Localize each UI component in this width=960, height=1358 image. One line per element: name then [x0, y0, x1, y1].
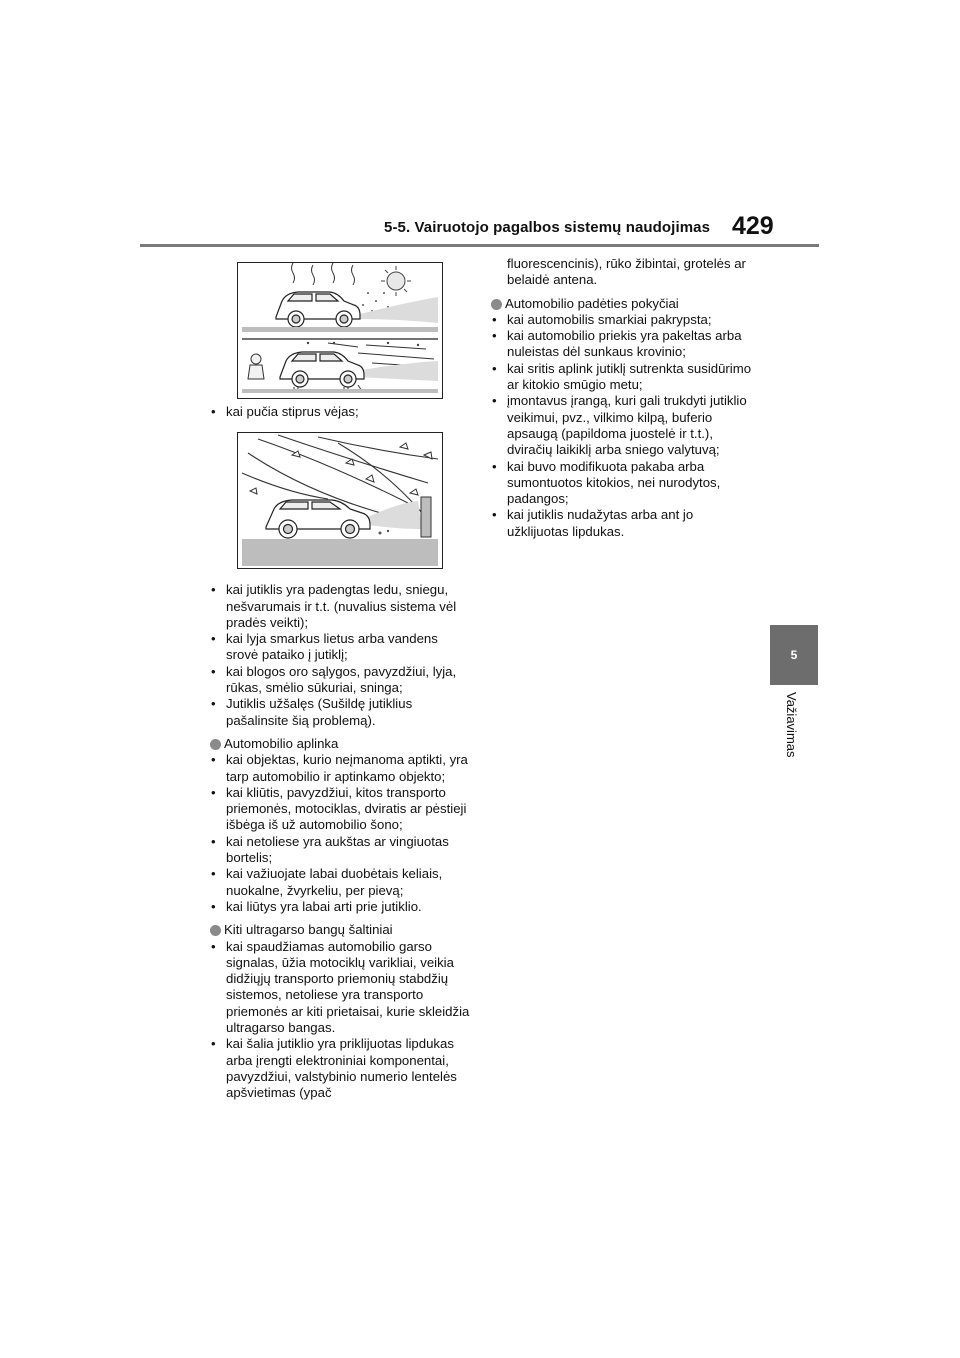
chapter-tab [770, 625, 818, 685]
chapter-name: Važiavimas [784, 692, 799, 758]
list-item: • kai blogos oro sąlygos, pavyzdžiui, lyja, rūkas, smėlio sūkuriai, sninga; [211, 663, 457, 696]
section-title: 5-5. Vairuotojo pagalbos sistemų naudojimas [384, 219, 711, 236]
list-item: • kai objektas, kurio neįmanoma aptikti, yra tarp automobilio ir aptinkamo objekto; [211, 752, 468, 784]
car-weather-icon [238, 263, 442, 398]
list-item: • kai liūtys yra labai arti prie jutiklio. [211, 898, 422, 914]
list-item: • kai kliūtis, pavyzdžiui, kitos transporto priemonės, motociklas, dviratis ar pėstieji išbėga iš už automobilio šono; [211, 784, 467, 833]
header-divider [140, 244, 819, 247]
bullet-dot-icon [491, 299, 502, 310]
list-item: • kai automobilio priekis yra pakeltas arba nuleistas dėl sunkaus krovinio; [492, 328, 742, 360]
right-column [490, 256, 752, 540]
list-item: • kai netoliese yra aukštas ar vingiuotas bortelis; [211, 833, 449, 866]
bullet-dot-icon [210, 925, 221, 936]
list-item: • kai lyja smarkus lietus arba vandens srovė pataiko į jutiklį; [211, 631, 438, 663]
list-item: • kai jutiklis nudažytas arba ant jo užklijuotas lipdukas. [492, 507, 694, 539]
list-item: • Jutiklis užšalęs (Sušildę jutiklius pašalinsite šią problemą). [211, 696, 413, 728]
list-item: • kai važiuojate labai duobėtais keliais, nuokalne, žvyrkeliu, per pievą; [211, 866, 443, 898]
list-item: • kai pučia stiprus vėjas; [211, 404, 359, 419]
list-item: • kai sritis aplink jutiklį sutrenkta susidūrimo ar kitokio smūgio metu; [492, 360, 752, 393]
chapter-number: 5 [790, 648, 798, 662]
list-item: • kai automobilis smarkiai pakrypsta; [492, 311, 712, 327]
figure-spacer [209, 420, 471, 582]
list-item-continuation: fluorescencinis), rūko žibintai, grotelės ar belaidė antena. [507, 256, 746, 288]
list-item: • kai buvo modifikuota pakaba arba sumontuotos kitokios, nei nurodytos, padangos; [492, 458, 721, 507]
list-item: • kai jutiklis yra padengtas ledu, sniegu, nešvarumais ir t.t. (nuvalius sistema vėl pradės veikti); [211, 582, 457, 630]
list-item: • įmontavus įrangą, kuri gali trukdyti jutiklio veikimui, pvz., vilkimo kilpą, buferio apsaugą (papildoma juostelė ir t.t.), dviračių laikiklį arba sniego valytuvą; [492, 393, 747, 458]
list-item: • kai spaudžiamas automobilio garso signalas, ūžia motociklų varikliai, veikia didžiųjų transporto priemonių stabdžių sistemos, netoliese yra transporto priemonės ar kiti prietaisai, kurie skleidžia ultragarso bangas. [211, 938, 470, 1036]
weather-conditions-figure [237, 262, 443, 399]
section-heading: Automobilio aplinka [209, 736, 471, 752]
bullet-dot-icon [210, 739, 221, 750]
section-heading: Kiti ultragarso bangų šaltiniai [209, 922, 471, 938]
page-number: 429 [732, 212, 774, 240]
list-item: • kai šalia jutiklio yra priklijuotas lipdukas arba įrengti elektroniniai komponentai, pavyzdžiui, valstybinio numerio lentelės apšvietimas (ypač [211, 1036, 457, 1101]
left-column [209, 404, 471, 1102]
section-heading: Automobilio padėties pokyčiai [490, 296, 752, 312]
